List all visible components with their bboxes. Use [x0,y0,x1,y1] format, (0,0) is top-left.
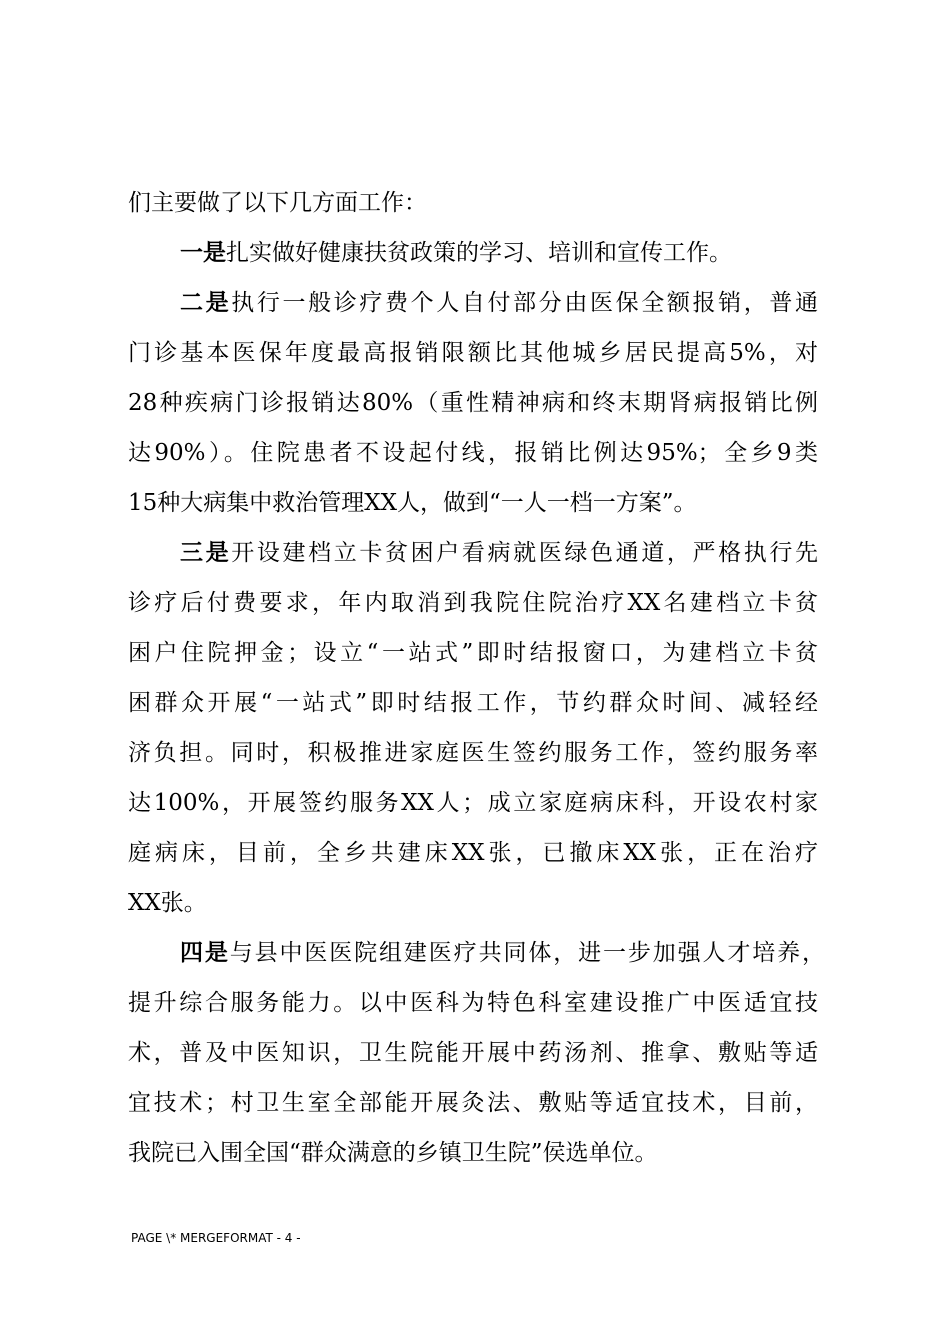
paragraph-2 [180,288,818,318]
paragraph-1 [180,238,732,268]
text-line: 宜技术；村卫生室全部能开展灸法、敷贴等适宜技术，目前， [128,1090,818,1116]
text-line: 门诊基本医保年度最高报销限额比其他城乡居民提高5%，对 [128,340,818,366]
text-line: 诊疗后付费要求，年内取消到我院住院治疗XX名建档立卡贫 [128,590,818,616]
paragraph-lead: 四是 [180,939,230,966]
text-line: 术，普及中医知识，卫生院能开展中药汤剂、推拿、敷贴等适 [128,1040,818,1066]
text-line: 达100%，开展签约服务XX人；成立家庭病床科，开设农村家 [128,790,818,816]
text-line: 开设建档立卡贫困户看病就医绿色通道，严格执行先 [231,540,818,566]
page-footer: PAGE \* MERGEFORMAT - 4 - [131,1231,301,1245]
text-line: 执行一般诊疗费个人自付部分由医保全额报销，普通 [231,290,818,316]
text-line: 我院已入围全国“群众满意的乡镇卫生院”侯选单位。 [128,1140,658,1166]
paragraph-lead: 二是 [180,289,232,316]
text-line: 28种疾病门诊报销达80%（重性精神病和终末期肾病报销比例 [128,390,818,416]
paragraph-lead: 三是 [180,539,232,566]
text-line: 达90%）。住院患者不设起付线，报销比例达95%；全乡9类 [128,440,818,466]
text-line: 扎实做好健康扶贫政策的学习、培训和宣传工作。 [226,240,732,266]
text-line: XX张。 [128,890,207,916]
text-line: 困户住院押金；设立“一站式”即时结报窗口，为建档立卡贫 [128,640,818,666]
text-line: 们主要做了以下几方面工作： [128,190,427,216]
text-line: 提升综合服务能力。以中医科为特色科室建设推广中医适宜技 [128,990,818,1016]
paragraph-lead: 一是 [180,239,226,266]
paragraph-4 [180,938,825,968]
text-line: 与县中医医院组建医疗共同体，进一步加强人才培养， [229,940,826,966]
text-line: 15种大病集中救治管理XX人，做到“一人一档一方案”。 [128,490,697,516]
text-line: 庭病床，目前，全乡共建床XX张，已撤床XX张，正在治疗 [128,840,818,866]
text-line: 济负担。同时，积极推进家庭医生签约服务工作，签约服务率 [128,740,818,766]
text-line: 困群众开展“一站式”即时结报工作，节约群众时间、减轻经 [128,690,818,716]
paragraph-3 [180,538,818,568]
